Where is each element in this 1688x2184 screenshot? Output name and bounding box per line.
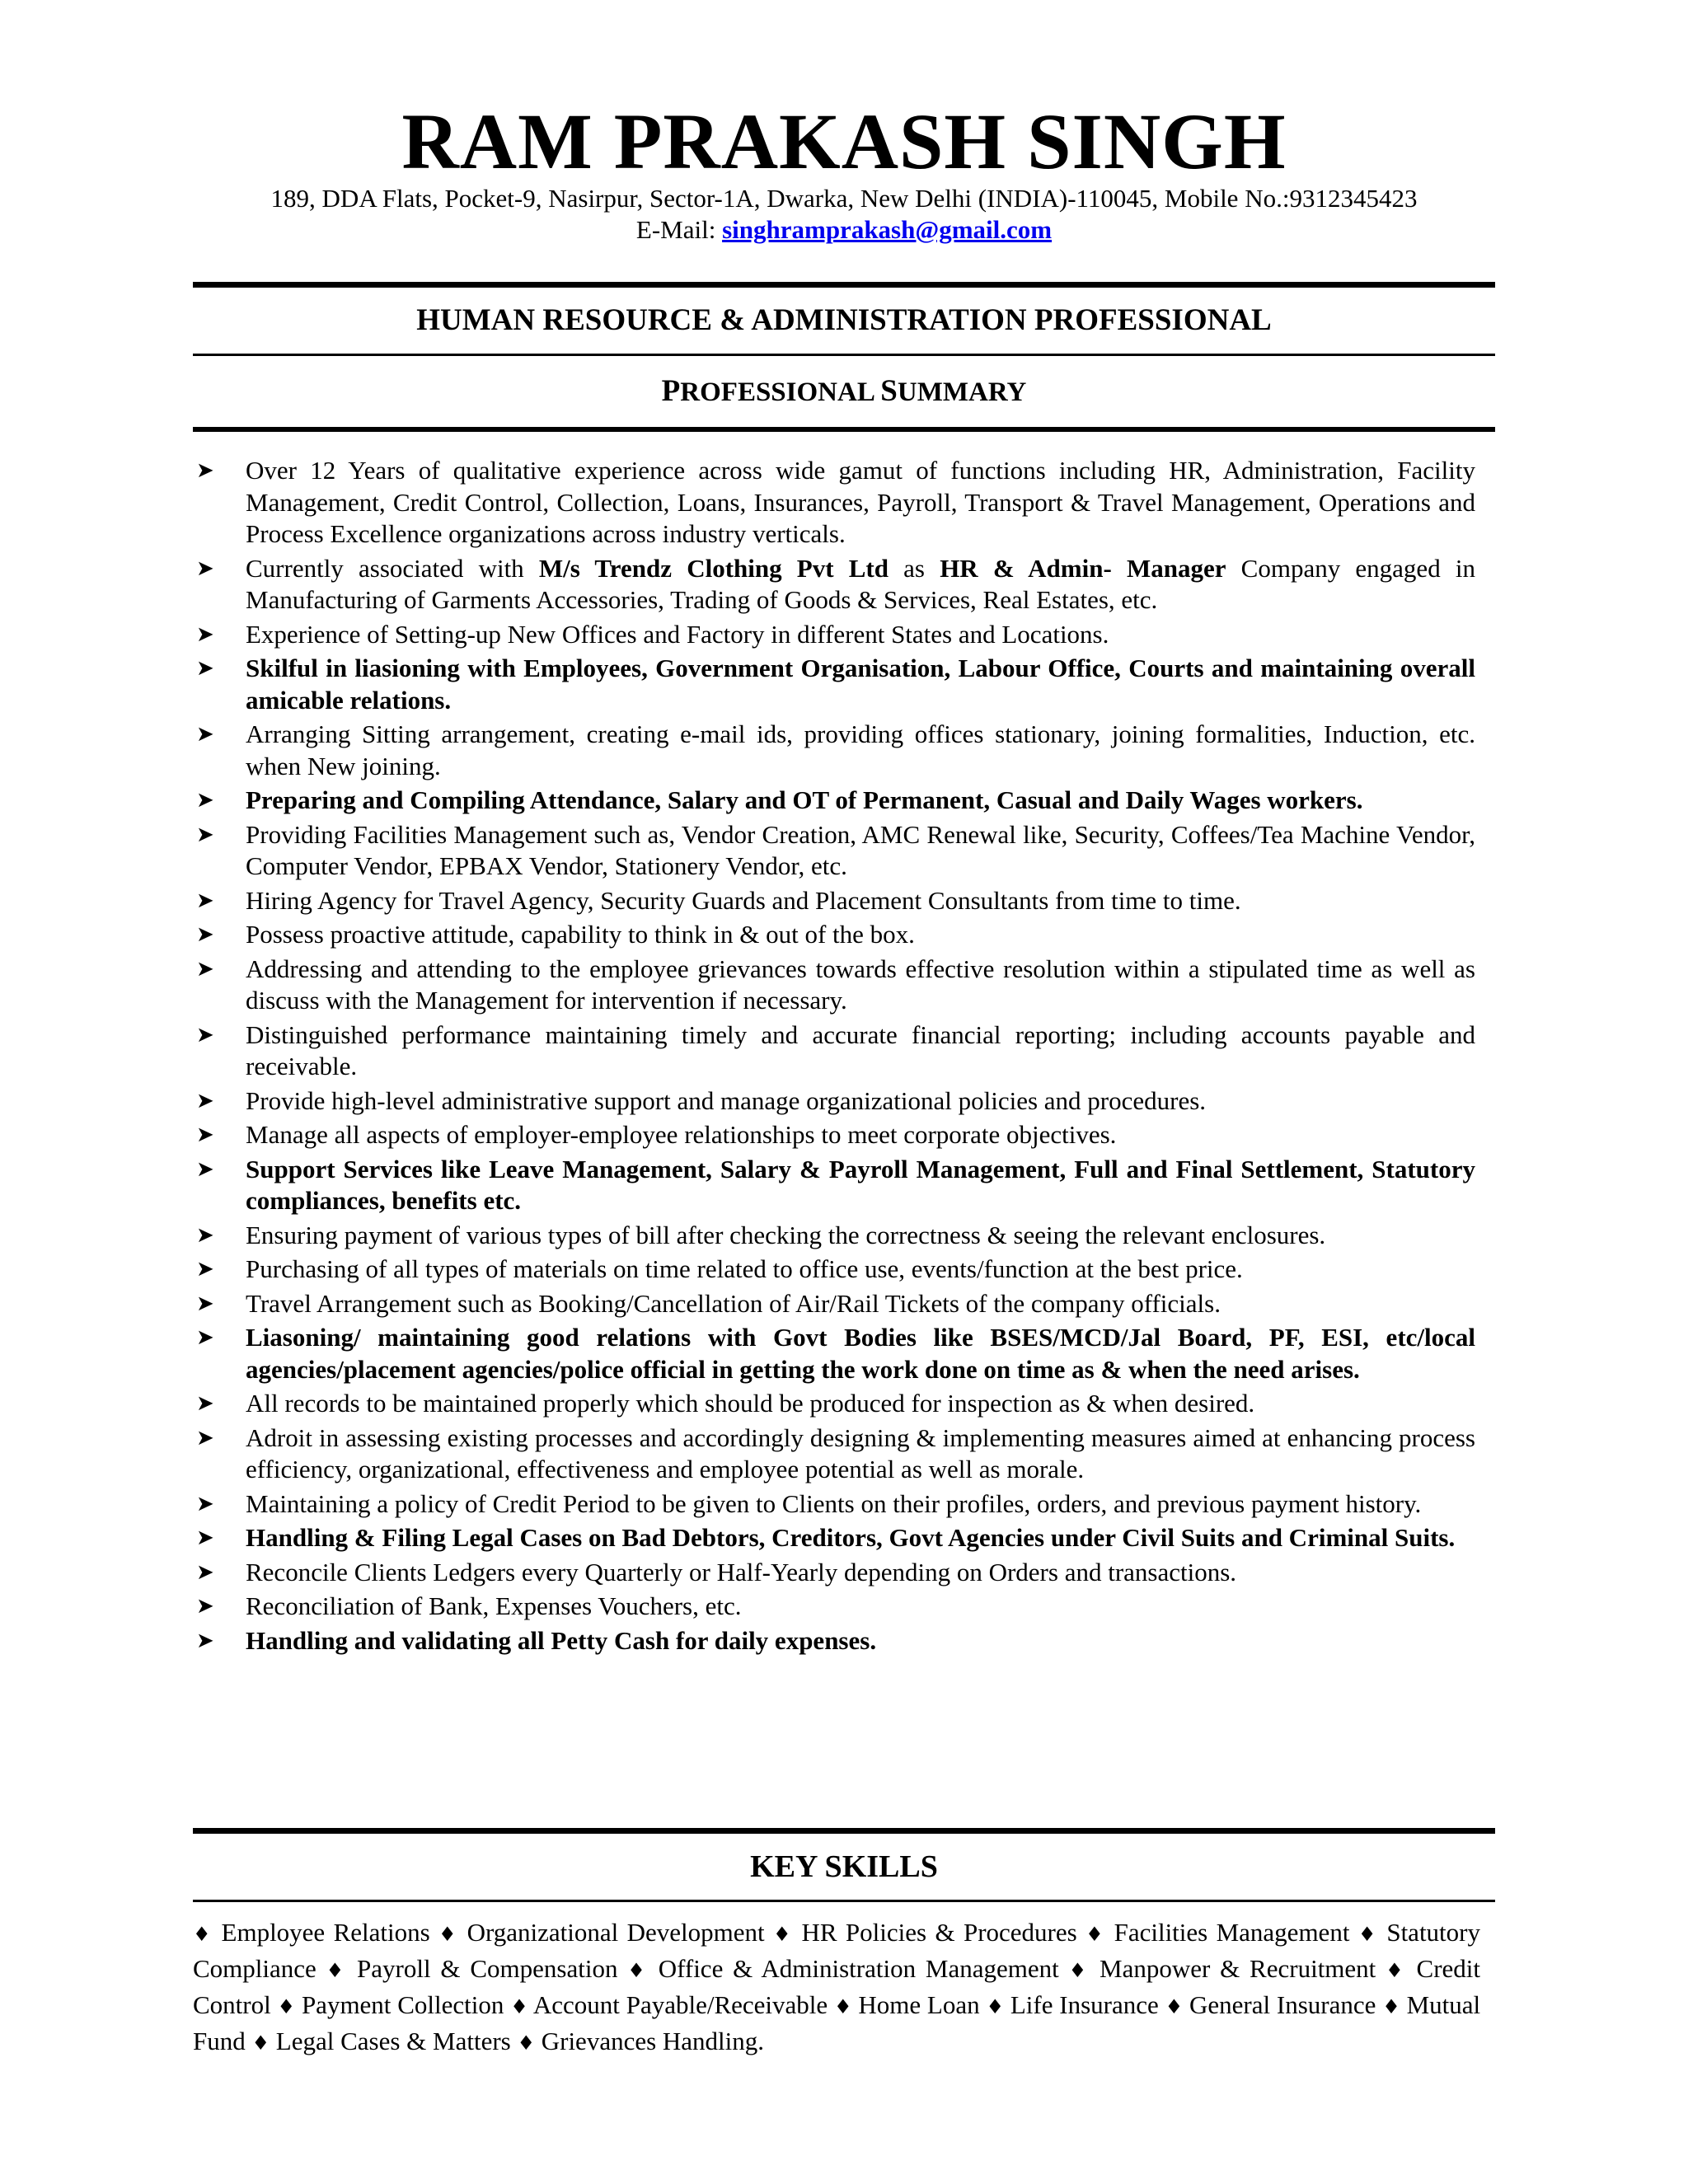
skill-item: Grievances Handling. [541, 2027, 765, 2055]
contact-email-line [193, 214, 1495, 246]
list-item: ➤ Experience of Setting-up New Offices and Factory in different States and Locations. [193, 619, 1495, 651]
summary-list [193, 455, 1495, 1657]
skill-item: Manpower & Recruitment [1100, 1954, 1376, 1983]
arrowhead-bullet-icon: ➤ [196, 1291, 214, 1316]
diamond-separator-icon: ♦ [1068, 1959, 1090, 1982]
contact-address: 189, DDA Flats, Pocket-9, Nasirpur, Sector-1A, Dwarka, New Delhi (INDIA)-110045, Mobile No.:9312345423 [270, 184, 1418, 213]
list-item: ➤ Reconciliation of Bank, Expenses Vouchers, etc. [193, 1591, 1495, 1623]
arrowhead-bullet-icon: ➤ [196, 555, 214, 581]
skill-item: Payroll & Compensation [357, 1954, 618, 1983]
arrowhead-bullet-icon: ➤ [196, 722, 214, 747]
skill-item: Home Loan [858, 1990, 980, 2019]
diamond-separator-icon: ♦ [193, 1923, 213, 1946]
diamond-separator-icon: ♦ [277, 1995, 296, 2018]
divider [193, 427, 1495, 432]
list-item: ➤ Hiring Agency for Travel Agency, Security Guards and Placement Consultants from time to time. [193, 885, 1495, 917]
professional-headline: HUMAN RESOURCE & ADMINISTRATION PROFESSIONAL [416, 303, 1272, 337]
arrowhead-bullet-icon: ➤ [196, 888, 214, 913]
list-item: ➤ Arranging Sitting arrangement, creating e-mail ids, providing offices stationary, joining formalities, Induction, etc. when New joining. [196, 719, 1475, 780]
diamond-separator-icon: ♦ [1386, 1959, 1407, 1982]
diamond-separator-icon: ♦ [1357, 1923, 1378, 1946]
diamond-separator-icon: ♦ [833, 1995, 852, 2018]
email-link[interactable]: singhramprakash@gmail.com [722, 215, 1053, 244]
list-item: ➤ Providing Facilities Management such as, Vendor Creation, AMC Renewal like, Security, Coffees/Tea Machine Vendor, Computer Vendor, EPBAX Vendor, Stationery Vendor, etc. [196, 819, 1475, 880]
arrowhead-bullet-icon: ➤ [196, 1022, 214, 1047]
divider [193, 1828, 1495, 1834]
diamond-separator-icon: ♦ [1085, 1923, 1106, 1946]
candidate-name: RAM PRAKASH SINGH [401, 97, 1287, 185]
arrowhead-bullet-icon: ➤ [196, 1425, 214, 1451]
list-item: ➤ Maintaining a policy of Credit Period to be given to Clients on their profiles, orders, and previous payment history. [193, 1488, 1495, 1521]
list-item: ➤ Currently associated with M/s Trendz Clothing Pvt Ltd as HR & Admin- Manager Company engaged in Manufacturing of Garments Accessories, Trading of Goods & Services, Real Estates, etc. [196, 553, 1475, 614]
skill-item: Office & Administration Management [658, 1954, 1059, 1983]
list-item: ➤ Travel Arrangement such as Booking/Cancellation of Air/Rail Tickets of the company officials. [193, 1288, 1495, 1320]
professional-summary-title: PROFESSIONAL SUMMARY [661, 374, 1027, 408]
arrowhead-bullet-icon: ➤ [196, 1122, 214, 1147]
skill-item: Statutory Compliance [193, 1918, 1480, 1983]
skill-item: Mutual Fund [193, 1990, 1481, 2055]
key-skills-title: KEY SKILLS [750, 1849, 938, 1884]
skill-item: Account Payable/Receivable [532, 1990, 828, 2019]
list-item: ➤ Addressing and attending to the employee grievances towards effective resolution within a stipulated time as well as discuss with the Management for intervention if necessary. [196, 954, 1475, 1015]
arrowhead-bullet-icon: ➤ [196, 1222, 214, 1248]
diamond-separator-icon: ♦ [627, 1959, 649, 1982]
arrowhead-bullet-icon: ➤ [196, 1325, 214, 1350]
list-item: ➤ Handling and validating all Petty Cash for daily expenses. [193, 1625, 1495, 1657]
list-item: ➤ Support Services like Leave Management, Salary & Payroll Management, Full and Final Settlement, Statutory compliances, benefits etc. [196, 1154, 1475, 1215]
skill-item: Legal Cases & Matters [275, 2027, 511, 2055]
divider [193, 1900, 1495, 1902]
skill-item: HR Policies & Procedures [801, 1918, 1077, 1947]
arrowhead-bullet-icon: ➤ [196, 788, 214, 813]
list-item: ➤ Skilful in liasioning with Employees, Government Organisation, Labour Office, Courts and maintaining overall amicable relations. [196, 654, 1475, 715]
arrowhead-bullet-icon: ➤ [196, 656, 214, 681]
list-item: ➤ Liasoning/ maintaining good relations with Govt Bodies like BSES/MCD/Jal Board, PF, ESI, etc/local agencies/placement agencies/police official in getting the work done on time as & when the need arises. [196, 1323, 1475, 1384]
arrowhead-bullet-icon: ➤ [196, 1526, 214, 1550]
resume-page [193, 0, 1495, 2055]
diamond-separator-icon: ♦ [326, 1959, 348, 1982]
list-item: ➤ Possess proactive attitude, capability to think in & out of the box. [193, 919, 1495, 951]
list-item: ➤ Provide high-level administrative support and manage organizational policies and procedures. [193, 1085, 1495, 1118]
arrowhead-bullet-icon: ➤ [196, 1594, 214, 1619]
diamond-separator-icon: ♦ [251, 2032, 270, 2055]
arrowhead-bullet-icon: ➤ [196, 1559, 214, 1585]
divider [193, 282, 1495, 288]
arrowhead-bullet-icon: ➤ [196, 922, 214, 947]
arrowhead-bullet-icon: ➤ [196, 822, 214, 847]
list-item: ➤ Adroit in assessing existing processes and accordingly designing & implementing measures aimed at enhancing process efficiency, organizational, effectiveness and employee potential as well as morale. [196, 1422, 1475, 1483]
skill-item: Credit Control [193, 1954, 1481, 2019]
diamond-separator-icon: ♦ [438, 1923, 459, 1946]
arrowhead-bullet-icon: ➤ [196, 956, 214, 982]
diamond-separator-icon: ♦ [986, 1995, 1005, 2018]
list-item: ➤ Over 12 Years of qualitative experience across wide gamut of functions including HR, Administration, Facility Management, Credit Control, Collection, Loans, Insurances, Payroll, Transport & Travel Management, Operations and Process Excellence organizations across industry verticals. [196, 456, 1475, 548]
key-skills-list [193, 1915, 1495, 2060]
diamond-separator-icon: ♦ [772, 1923, 794, 1946]
skill-item: Payment Collection [301, 1990, 504, 2019]
list-item: ➤ Purchasing of all types of materials on time related to office use, events/function at the best price. [193, 1254, 1495, 1286]
email-label: E-Mail: [635, 215, 723, 244]
arrowhead-bullet-icon: ➤ [196, 621, 214, 647]
skill-item: Facilities Management [1114, 1918, 1350, 1947]
diamond-separator-icon: ♦ [1382, 1995, 1400, 2018]
skill-item: Employee Relations [221, 1918, 430, 1947]
skill-item: Life Insurance [1010, 1990, 1159, 2019]
diamond-separator-icon: ♦ [517, 2032, 535, 2055]
diamond-separator-icon: ♦ [510, 1995, 528, 2018]
list-item: ➤ Distinguished performance maintaining timely and accurate financial reporting; including accounts payable and receivable. [196, 1019, 1475, 1080]
list-item: ➤ All records to be maintained properly which should be produced for inspection as & when desired. [193, 1388, 1495, 1420]
arrowhead-bullet-icon: ➤ [196, 1156, 214, 1182]
diamond-separator-icon: ♦ [1165, 1995, 1184, 2018]
list-item: ➤ Reconcile Clients Ledgers every Quarterly or Half-Yearly depending on Orders and transactions. [193, 1557, 1495, 1589]
list-item: ➤ Preparing and Compiling Attendance, Salary and OT of Permanent, Casual and Daily Wages workers. [193, 785, 1495, 817]
arrowhead-bullet-icon: ➤ [196, 1628, 214, 1653]
arrowhead-bullet-icon: ➤ [196, 1491, 214, 1516]
key-skills-section [193, 1828, 1495, 2060]
list-item: ➤ Ensuring payment of various types of bill after checking the correctness & seeing the relevant enclosures. [193, 1220, 1495, 1252]
arrowhead-bullet-icon: ➤ [196, 1391, 214, 1416]
arrowhead-bullet-icon: ➤ [196, 458, 214, 483]
skill-item: General Insurance [1189, 1990, 1376, 2019]
list-item: ➤ Handling & Filing Legal Cases on Bad Debtors, Creditors, Govt Agencies under Civil Suits and Criminal Suits. [193, 1522, 1495, 1554]
arrowhead-bullet-icon: ➤ [196, 1257, 214, 1282]
arrowhead-bullet-icon: ➤ [196, 1088, 214, 1113]
skill-item: Organizational Development [467, 1918, 765, 1947]
list-item: ➤ Manage all aspects of employer-employee relationships to meet corporate objectives. [193, 1119, 1495, 1151]
